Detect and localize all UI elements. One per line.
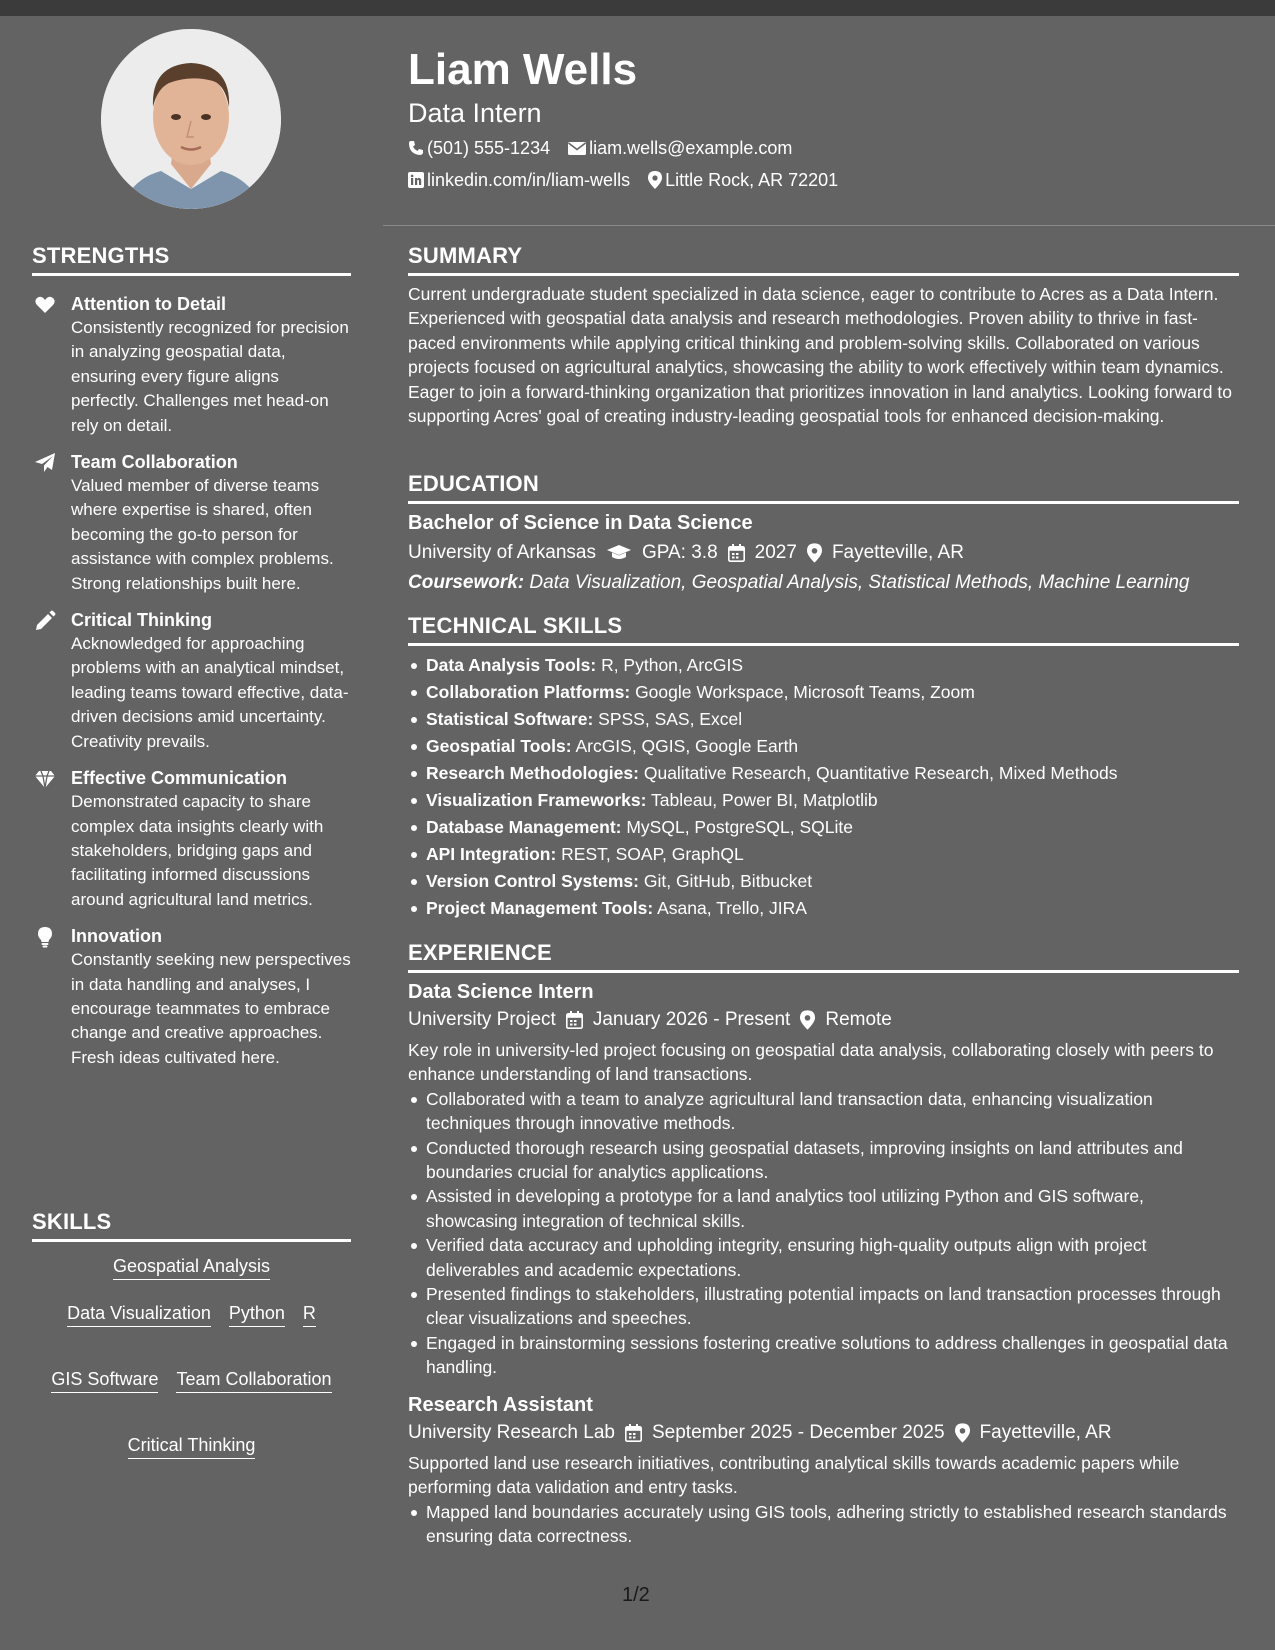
technical-skills-section — [408, 613, 1239, 922]
strength-title: Team Collaboration — [71, 452, 238, 473]
skills-heading: SKILLS — [32, 1209, 351, 1242]
page-indicator: 1/2 — [622, 1584, 650, 1606]
job-dates: September 2025 - December 2025 — [651, 1421, 945, 1443]
job-location: Fayetteville, AR — [979, 1421, 1112, 1443]
skill-tag: GIS Software — [51, 1367, 158, 1393]
gpa-text: GPA: 3.8 — [641, 542, 718, 563]
list-item: Verified data accuracy and upholding integrity, ensuring high-quality outputs align with project deliverables and academic expectations. — [408, 1233, 1239, 1282]
profile-photo — [101, 29, 281, 209]
contact-phone[interactable] — [408, 136, 550, 160]
job-org: University Project — [408, 1009, 556, 1030]
strength-title: Effective Communication — [71, 768, 288, 789]
strength-text: Consistently recognized for precision in analyzing geospatial data, ensuring every figure aligns perfectly. Challenges met head-on rely on detail. — [71, 318, 349, 435]
resume-page — [0, 16, 1275, 1650]
skill-category: Statistical Software: — [426, 709, 594, 729]
strength-item — [32, 608, 351, 754]
job-meta — [408, 1419, 1239, 1447]
contact-linkedin[interactable] — [408, 168, 630, 192]
resume-header — [408, 44, 1248, 192]
strength-text: Acknowledged for approaching problems with an analytical mindset, leading teams toward effective, data-driven decisions amid uncertainty. Creativity prevails. — [71, 634, 349, 751]
technical-skills-list — [408, 652, 1239, 922]
job-description: Key role in university-led project focusing on geospatial data analysis, collaborating closely with peers to enhance understanding of land transactions. — [408, 1040, 1214, 1085]
strengths-heading: STRENGTHS — [32, 243, 351, 276]
degree-title: Bachelor of Science in Data Science — [408, 512, 753, 534]
skill-category: Version Control Systems: — [426, 871, 639, 891]
skill-tag: Data Visualization — [67, 1301, 211, 1327]
skill-category: API Integration: — [426, 844, 557, 864]
job-title: Data Science Intern — [408, 981, 594, 1003]
skill-category: Collaboration Platforms: — [426, 682, 631, 702]
skill-values: REST, SOAP, GraphQL — [561, 844, 744, 864]
skill-category: Research Methodologies: — [426, 763, 639, 783]
lightbulb-icon — [34, 926, 56, 948]
top-bar — [0, 0, 1275, 16]
list-item: Mapped land boundaries accurately using GIS tools, adhering strictly to established research standards ensuring data correctness. — [408, 1500, 1239, 1549]
job-entry — [408, 979, 1239, 1380]
phone-text: (501) 555-1234 — [427, 138, 551, 158]
paper-plane-icon — [34, 452, 56, 474]
skill-values: Asana, Trello, JIRA — [657, 898, 807, 918]
skill-values: Qualitative Research, Quantitative Research, Mixed Methods — [643, 763, 1118, 783]
envelope-icon — [568, 140, 586, 156]
header-divider — [383, 225, 1275, 226]
skill-values: ArcGIS, QGIS, Google Earth — [575, 736, 799, 756]
strength-item — [32, 292, 351, 438]
skills-list — [32, 1254, 351, 1459]
job-org: University Research Lab — [408, 1421, 615, 1443]
strength-text: Constantly seeking new perspectives in data handling and analyses, I encourage teammates to embrace change and creative approaches. Fresh ideas cultivated here. — [71, 950, 351, 1067]
job-bullets — [408, 1500, 1239, 1549]
education-section — [408, 471, 1239, 597]
summary-text: Current undergraduate student specialized in data science, eager to contribute to Acres as a Data Intern. Experienced with geospatial data analysis and research methodologies. Proven ability to thrive in fast-paced environments while applying critical thinking and problem-solving skills. Collaborated on various projects focused on agricultural analytics, showcasing the ability to work effectively within team dynamics. Eager to join a forward-thinking organization that prioritizes innovation in land analytics. Looking forward to supporting Acres' goal of creating industry-leading geospatial tools for enhanced decision-making. — [408, 284, 1232, 427]
skill-values: SPSS, SAS, Excel — [598, 709, 743, 729]
list-item — [408, 706, 1239, 733]
list-item — [408, 868, 1239, 895]
candidate-name: Liam Wells — [408, 45, 638, 94]
strength-text: Valued member of diverse teams where expertise is shared, often becoming the go-to person for assistance with complex problems. Strong relationships built here. — [71, 476, 334, 593]
calendar-icon — [566, 1011, 583, 1029]
map-pin-icon — [955, 1423, 970, 1443]
skill-values: MySQL, PostgreSQL, SQLite — [626, 817, 853, 837]
calendar-icon — [728, 544, 745, 562]
job-meta — [408, 1006, 1239, 1034]
candidate-title: Data Intern — [408, 98, 542, 128]
list-item — [408, 841, 1239, 868]
technical-skills-heading: TECHNICAL SKILLS — [408, 613, 1239, 646]
experience-heading: EXPERIENCE — [408, 940, 1239, 973]
map-pin-icon — [800, 1010, 815, 1030]
list-item: Engaged in brainstorming sessions fostering creative solutions to address challenges in geospatial data handling. — [408, 1331, 1239, 1380]
skill-values: Google Workspace, Microsoft Teams, Zoom — [635, 682, 975, 702]
skill-tag: Team Collaboration — [176, 1367, 331, 1393]
skill-values: Git, GitHub, Bitbucket — [643, 871, 813, 891]
skill-tag: Critical Thinking — [128, 1433, 256, 1459]
skill-tag: Python — [229, 1301, 285, 1327]
skill-values: Tableau, Power BI, Matplotlib — [651, 790, 878, 810]
job-bullets — [408, 1087, 1239, 1380]
coursework-list: Data Visualization, Geospatial Analysis, Statistical Methods, Machine Learning — [529, 572, 1190, 593]
list-item — [408, 733, 1239, 760]
job-location: Remote — [825, 1009, 892, 1030]
heart-icon — [34, 294, 56, 316]
skill-category: Project Management Tools: — [426, 898, 654, 918]
skill-row — [42, 1254, 341, 1281]
list-item — [408, 787, 1239, 814]
education-location: Fayetteville, AR — [831, 542, 964, 563]
map-pin-icon — [807, 543, 822, 563]
job-description: Supported land use research initiatives, contributing analytical skills towards academic papers while performing data validation and entry tasks. — [408, 1452, 1180, 1498]
education-meta — [408, 539, 1239, 567]
list-item — [408, 760, 1239, 787]
list-item — [408, 679, 1239, 706]
coursework — [408, 569, 1239, 597]
linkedin-icon — [408, 172, 424, 188]
location-text: Little Rock, AR 72201 — [665, 170, 839, 190]
strength-text: Demonstrated capacity to share complex data insights clearly with stakeholders, bridging gaps and facilitating informed discussions around agricultural land metrics. — [71, 792, 324, 909]
job-title: Research Assistant — [408, 1393, 593, 1416]
job-entry — [408, 1392, 1239, 1549]
school-name: University of Arkansas — [408, 542, 596, 563]
list-item — [408, 814, 1239, 841]
diamond-icon — [34, 768, 56, 790]
list-item: Conducted thorough research using geospatial datasets, improving insights on land attributes and boundaries crucial for analytics applications. — [408, 1136, 1239, 1185]
contact-email[interactable] — [568, 136, 792, 160]
list-item — [408, 652, 1239, 679]
strength-item — [32, 766, 351, 912]
experience-section — [408, 940, 1239, 1548]
skill-category: Visualization Frameworks: — [426, 790, 647, 810]
strength-item — [32, 450, 351, 596]
strength-title: Innovation — [71, 926, 162, 947]
summary-heading: SUMMARY — [408, 243, 1239, 276]
linkedin-text: linkedin.com/in/liam-wells — [427, 170, 631, 190]
skill-tag: R — [303, 1301, 316, 1327]
contact-location — [648, 168, 838, 192]
pencil-icon — [34, 610, 56, 632]
summary-section — [408, 243, 1239, 428]
strength-title: Attention to Detail — [71, 294, 226, 314]
strength-title: Critical Thinking — [71, 610, 213, 631]
skill-category: Data Analysis Tools: — [426, 655, 597, 675]
skill-category: Database Management: — [426, 817, 622, 837]
skill-values: R, Python, ArcGIS — [601, 655, 744, 675]
graduation-cap-icon — [606, 544, 632, 562]
strength-item — [32, 924, 351, 1070]
coursework-label: Coursework: — [408, 572, 525, 593]
list-item: Collaborated with a team to analyze agricultural land transaction data, enhancing visualization techniques through innovative methods. — [408, 1087, 1239, 1136]
list-item: Assisted in developing a prototype for a land analytics tool utilizing Python and GIS software, showcasing integration of technical skills. — [408, 1184, 1239, 1233]
email-text: liam.wells@example.com — [589, 138, 793, 158]
skill-category: Geospatial Tools: — [426, 736, 572, 756]
calendar-icon — [625, 1424, 642, 1442]
contact-info — [408, 136, 888, 192]
skill-tag: Geospatial Analysis — [113, 1254, 270, 1280]
list-item: Presented findings to stakeholders, illustrating potential impacts on land transaction processes through clear visualizations and speeches. — [408, 1282, 1239, 1331]
strengths-section — [32, 243, 351, 1070]
skills-section — [32, 1209, 351, 1459]
map-pin-icon — [648, 171, 662, 189]
education-heading: EDUCATION — [408, 471, 1239, 504]
phone-icon — [408, 140, 424, 156]
job-dates: January 2026 - Present — [592, 1009, 791, 1030]
graduation-year: 2027 — [754, 542, 797, 563]
list-item — [408, 895, 1239, 922]
